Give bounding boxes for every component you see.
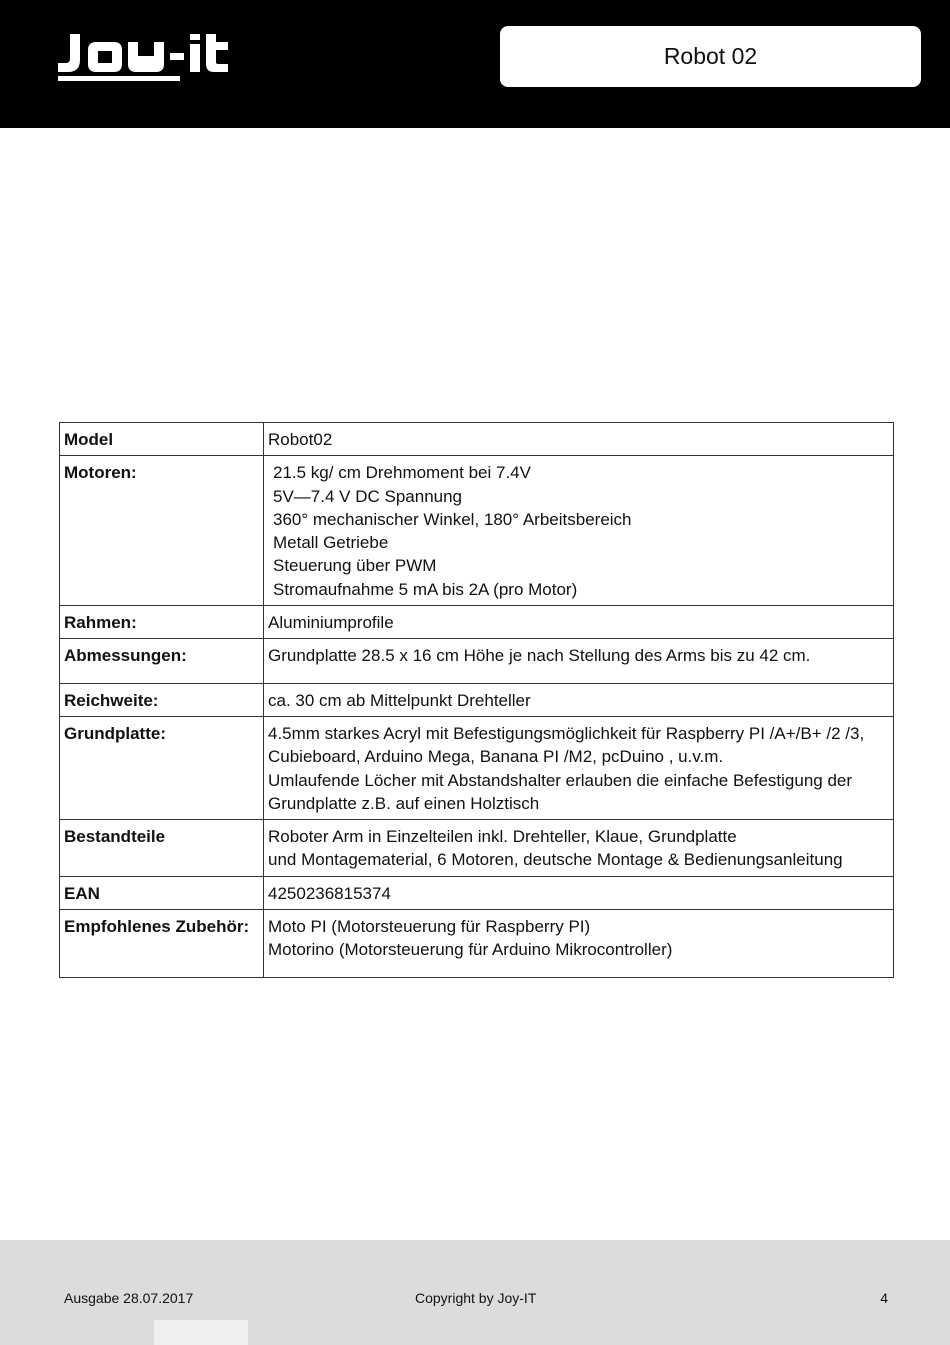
spec-table (59, 422, 894, 978)
value-line: Aluminiumprofile (268, 613, 394, 633)
value-line: Stromaufnahme 5 mA bis 2A (pro Motor) (273, 579, 578, 599)
row-value (264, 423, 894, 456)
row-key: Motoren: (60, 456, 264, 606)
value-line: Cubieboard, Arduino Mega, Banana PI /M2, pcDuino , u.v.m. (268, 747, 724, 767)
table-row (60, 820, 894, 877)
value-line: ca. 30 cm ab Mittelpunkt Drehteller (268, 690, 531, 710)
row-key: Empfohlenes Zubehör: (60, 910, 264, 978)
row-value (264, 456, 894, 606)
row-value (264, 639, 894, 683)
document-title: Robot 02 (500, 26, 921, 87)
table-row (60, 639, 894, 683)
page-number: 4 (880, 1290, 888, 1306)
value-line: Metall Getriebe (273, 533, 389, 553)
value-line: Roboter Arm in Einzelteilen inkl. Drehteller, Klaue, Grundplatte (268, 827, 737, 847)
row-key: Bestandteile (60, 820, 264, 877)
table-row (60, 606, 894, 639)
page-footer (0, 1240, 950, 1345)
table-row (60, 910, 894, 978)
row-key: Model (60, 423, 264, 456)
value-line: 360° mechanischer Winkel, 180° Arbeitsbereich (273, 509, 632, 529)
row-key: Reichweite: (60, 683, 264, 716)
table-row (60, 456, 894, 606)
row-key: EAN (60, 876, 264, 909)
row-value (264, 716, 894, 819)
table-row (60, 683, 894, 716)
copyright-text: Copyright by Joy-IT (415, 1290, 537, 1306)
value-line: 4.5mm starkes Acryl mit Befestigungsmöglichkeit für Raspberry PI /A+/B+ /2 /3, (268, 723, 865, 743)
footer-decoration (154, 1320, 248, 1345)
value-line: 5V—7.4 V DC Spannung (273, 486, 463, 506)
table-row (60, 876, 894, 909)
row-value (264, 683, 894, 716)
row-value (264, 910, 894, 978)
value-line: 21.5 kg/ cm Drehmoment bei 7.4V (273, 463, 531, 483)
value-line: Grundplatte 28.5 x 16 cm Höhe je nach Stellung des Arms bis zu 42 cm. (268, 646, 811, 666)
row-value (264, 820, 894, 877)
joy-it-logo (56, 22, 232, 84)
value-line: und Montagematerial, 6 Motoren, deutsche Montage & Bedienungsanleitung (268, 850, 843, 870)
table-row (60, 716, 894, 819)
row-key: Rahmen: (60, 606, 264, 639)
row-value (264, 876, 894, 909)
value-line: Umlaufende Löcher mit Abstandshalter erlauben die einfache Befestigung der (268, 770, 853, 790)
row-value (264, 606, 894, 639)
edition-date: Ausgabe 28.07.2017 (64, 1290, 194, 1306)
page-header (0, 0, 950, 128)
row-key: Grundplatte: (60, 716, 264, 819)
value-line: Moto PI (Motorsteuerung für Raspberry PI) (268, 917, 591, 937)
value-line: Steuerung über PWM (273, 556, 437, 576)
row-key: Abmessungen: (60, 639, 264, 683)
value-line: 4250236815374 (268, 883, 391, 903)
value-line: Motorino (Motorsteuerung für Arduino Mikrocontroller) (268, 940, 673, 960)
value-line: Grundplatte z.B. auf einen Holztisch (268, 793, 540, 813)
table-row (60, 423, 894, 456)
value-line: Robot02 (268, 430, 333, 449)
